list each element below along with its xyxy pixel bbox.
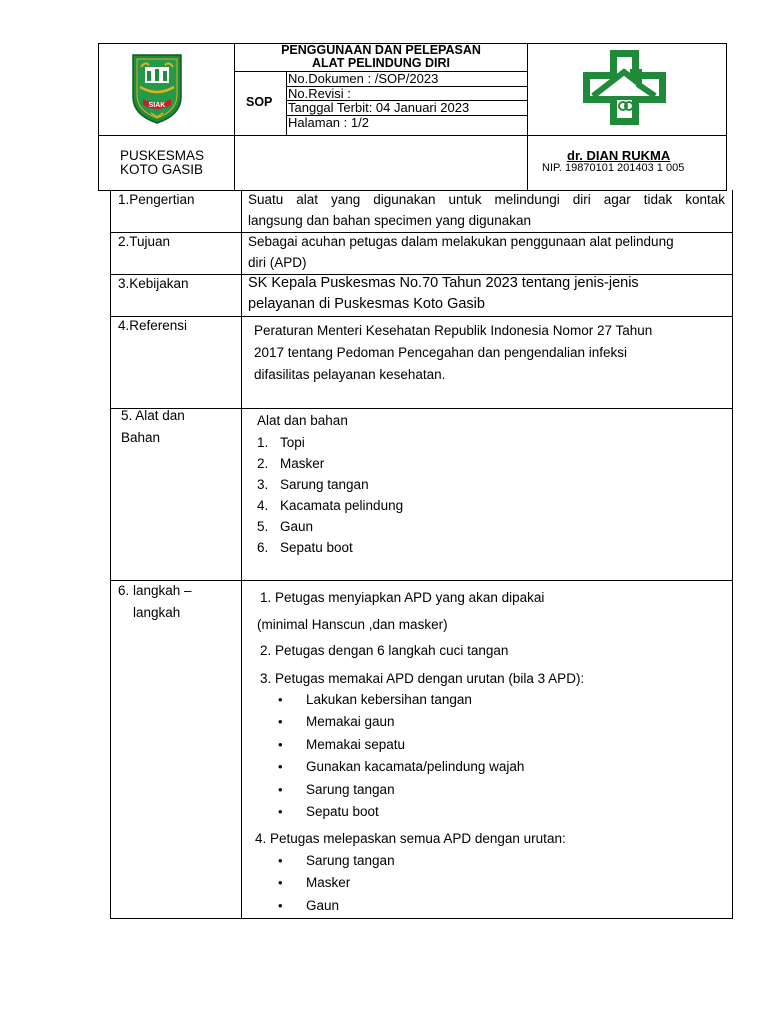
- puskesmas-cross-icon: [583, 50, 666, 125]
- siak-emblem-icon: [131, 53, 183, 125]
- sop-label: SOP: [246, 95, 273, 109]
- list-item: 2. Masker: [257, 456, 325, 471]
- meta-halaman: Halaman : 1/2: [288, 115, 369, 130]
- list-item: 6. Sepatu boot: [257, 540, 353, 555]
- meta-tanggal-terbit: Tanggal Terbit: 04 Januari 2023: [288, 100, 470, 115]
- alat-bahan-heading: Alat dan bahan: [257, 413, 348, 428]
- list-item: • Memakai sepatu: [278, 734, 524, 756]
- list-item: • Lakukan kebersihan tangan: [278, 689, 524, 711]
- meta-no-revisi: No.Revisi :: [288, 86, 351, 101]
- list-item: • Gunakan kacamata/pelindung wajah: [278, 756, 524, 778]
- alat-bahan-list: [257, 432, 403, 558]
- step-1: 1. Petugas menyiapkan APD yang akan dipakai: [260, 590, 545, 605]
- list-item: • Sarung tangan: [278, 850, 395, 872]
- step-1-note: (minimal Hanscun ,dan masker): [257, 617, 448, 632]
- step-4-list: [278, 850, 395, 917]
- label-alat-bahan-line-2: Bahan: [121, 430, 161, 445]
- org-name-line-1: PUSKESMAS: [120, 148, 205, 163]
- kebijakan-line-1: SK Kepala Puskesmas No.70 Tahun 2023 tentang jenis-jenis: [248, 275, 639, 291]
- list-item: 5. Gaun: [257, 519, 314, 534]
- list-item: 4. Kacamata pelindung: [257, 498, 404, 513]
- pengertian-line-2: langsung dan bahan specimen yang digunakan: [248, 213, 531, 228]
- signer-nip: NIP. 19870101 201403 1 005: [542, 162, 685, 174]
- siak-logo: [131, 53, 183, 125]
- pengertian-line-1: Suatu alat yang digunakan untuk melindungi diri agar tidak kontak: [248, 192, 725, 207]
- org-name-line-2: KOTO GASIB: [120, 162, 204, 177]
- label-pengertian: 1.Pengertian: [118, 192, 195, 207]
- kebijakan-line-2: pelayanan di Puskesmas Koto Gasib: [248, 296, 485, 312]
- step-4: 4. Petugas melepaskan semua APD dengan urutan:: [255, 831, 566, 846]
- referensi-line-2: 2017 tentang Pedoman Pencegahan dan pengendalian infeksi: [254, 345, 628, 360]
- kebijakan-text: [248, 273, 727, 315]
- list-item: • Sepatu boot: [278, 801, 524, 823]
- title-line-1: PENGGUNAAN DAN PELEPASAN: [281, 43, 481, 57]
- pengertian-text: [248, 189, 725, 231]
- step-2: 2. Petugas dengan 6 langkah cuci tangan: [260, 643, 509, 658]
- meta-no-dokumen: No.Dokumen : /SOP/2023: [288, 71, 439, 86]
- tujuan-text: [248, 231, 727, 273]
- signer-name: dr. DIAN RUKMA: [567, 148, 671, 163]
- list-item: 1. Topi: [257, 435, 305, 450]
- list-item: • Gaun: [278, 895, 395, 917]
- label-referensi: 4.Referensi: [118, 318, 188, 333]
- label-langkah: [118, 580, 192, 624]
- label-langkah-line-1: 6. langkah –: [118, 583, 192, 598]
- label-alat-bahan-line-1: 5. Alat dan: [121, 408, 185, 423]
- siak-logo-text: SIAK: [148, 102, 166, 109]
- title-line-2: ALAT PELINDUNG DIRI: [312, 56, 450, 70]
- document-title: [234, 44, 528, 70]
- step-3: 3. Petugas memakai APD dengan urutan (bila 3 APD):: [260, 671, 585, 686]
- puskesmas-logo: [583, 50, 666, 125]
- label-langkah-line-2: langkah: [133, 605, 181, 620]
- label-alat-bahan: [121, 405, 185, 449]
- list-item: • Memakai gaun: [278, 711, 524, 733]
- label-tujuan: 2.Tujuan: [118, 234, 171, 249]
- label-kebijakan: 3.Kebijakan: [118, 276, 189, 291]
- referensi-text: [254, 320, 652, 386]
- list-item: • Sarung tangan: [278, 779, 524, 801]
- list-item: • Masker: [278, 872, 395, 894]
- tujuan-line-2: diri (APD): [248, 255, 307, 270]
- step-3-list: [278, 689, 524, 823]
- org-name: [120, 149, 204, 177]
- tujuan-line-1: Sebagai acuhan petugas dalam melakukan penggunaan alat pelindung: [248, 234, 674, 249]
- referensi-line-1: Peraturan Menteri Kesehatan Republik Indonesia Nomor 27 Tahun: [254, 323, 653, 338]
- list-item: 3. Sarung tangan: [257, 477, 369, 492]
- referensi-line-3: difasilitas pelayanan kesehatan.: [254, 367, 446, 382]
